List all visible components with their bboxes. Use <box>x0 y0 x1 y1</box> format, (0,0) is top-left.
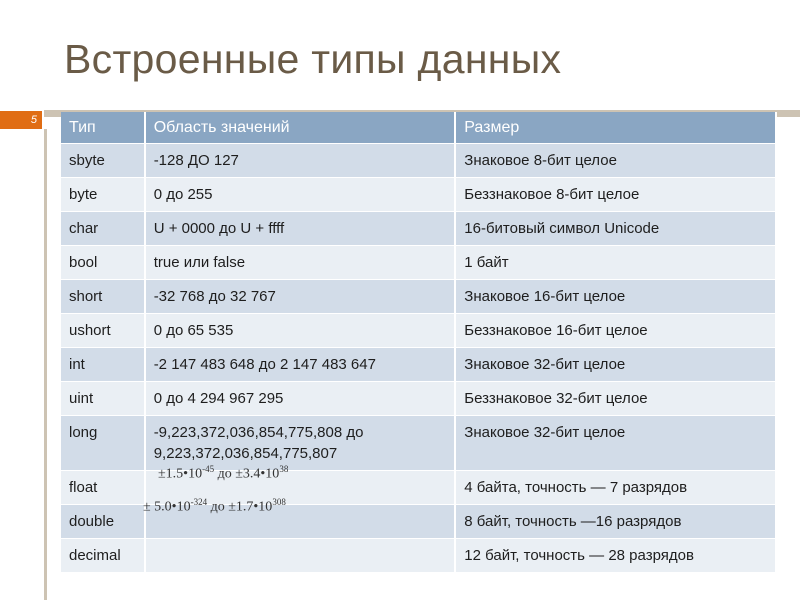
double-formula-mid: до ±1.7•10 <box>207 499 273 515</box>
cell-size: 4 байта, точность — 7 разрядов <box>455 471 776 505</box>
float-range-formula <box>158 464 288 483</box>
cell-size: Беззнаковое 32-бит целое <box>455 382 776 416</box>
cell-size: Знаковое 8-бит целое <box>455 144 776 178</box>
cell-type: ushort <box>61 314 145 348</box>
cell-range: U + 0000 до U + ffff <box>145 212 456 246</box>
table-row <box>61 212 776 246</box>
table-row <box>61 246 776 280</box>
cell-size: Знаковое 32-бит целое <box>455 348 776 382</box>
header-range: Область значений <box>145 112 456 144</box>
cell-type: int <box>61 348 145 382</box>
float-formula-pre: ±1.5•10 <box>158 466 203 482</box>
table-row <box>61 348 776 382</box>
cell-range: true или false <box>145 246 456 280</box>
cell-range: 0 до 255 <box>145 178 456 212</box>
table-row <box>61 539 776 573</box>
cell-type: uint <box>61 382 145 416</box>
left-rule <box>44 129 47 600</box>
table-row <box>61 178 776 212</box>
table-row <box>61 416 776 471</box>
double-formula-exp2: 308 <box>272 497 286 507</box>
double-formula-pre: ± 5.0•10 <box>143 499 191 515</box>
cell-size: 8 байт, точность —16 разрядов <box>455 505 776 539</box>
cell-type: byte <box>61 178 145 212</box>
cell-type: long <box>61 416 145 471</box>
cell-size: Знаковое 16-бит целое <box>455 280 776 314</box>
table-header-row <box>61 112 776 144</box>
cell-type: double <box>61 505 145 539</box>
cell-type: float <box>61 471 145 505</box>
cell-size: Беззнаковое 8-бит целое <box>455 178 776 212</box>
header-type: Тип <box>61 112 145 144</box>
cell-range: -32 768 до 32 767 <box>145 280 456 314</box>
header-size: Размер <box>455 112 776 144</box>
table-row <box>61 314 776 348</box>
float-formula-mid: до ±3.4•10 <box>214 466 280 482</box>
cell-range: -9,223,372,036,854,775,808 до 9,223,372,036,854,775,807 <box>145 416 456 471</box>
cell-size: 12 байт, точность — 28 разрядов <box>455 539 776 573</box>
cell-range: 0 до 4 294 967 295 <box>145 382 456 416</box>
cell-type: short <box>61 280 145 314</box>
float-formula-exp2: 38 <box>279 464 289 474</box>
cell-size: 16-битовый символ Unicode <box>455 212 776 246</box>
cell-size: 1 байт <box>455 246 776 280</box>
table-row <box>61 382 776 416</box>
cell-size: Беззнаковое 16-бит целое <box>455 314 776 348</box>
cell-type: bool <box>61 246 145 280</box>
cell-range: -2 147 483 648 до 2 147 483 647 <box>145 348 456 382</box>
slide-title: Встроенные типы данных <box>64 36 562 82</box>
page-number-badge: 5 <box>0 111 42 129</box>
cell-type: char <box>61 212 145 246</box>
double-range-formula <box>143 497 286 516</box>
double-formula-exp1: -324 <box>190 497 208 507</box>
cell-size: Знаковое 32-бит целое <box>455 416 776 471</box>
cell-range: 0 до 65 535 <box>145 314 456 348</box>
cell-type: sbyte <box>61 144 145 178</box>
cell-range <box>145 539 456 573</box>
float-formula-exp1: -45 <box>202 464 215 474</box>
cell-type: decimal <box>61 539 145 573</box>
table-row <box>61 280 776 314</box>
table-row <box>61 144 776 178</box>
cell-range: -128 ДО 127 <box>145 144 456 178</box>
